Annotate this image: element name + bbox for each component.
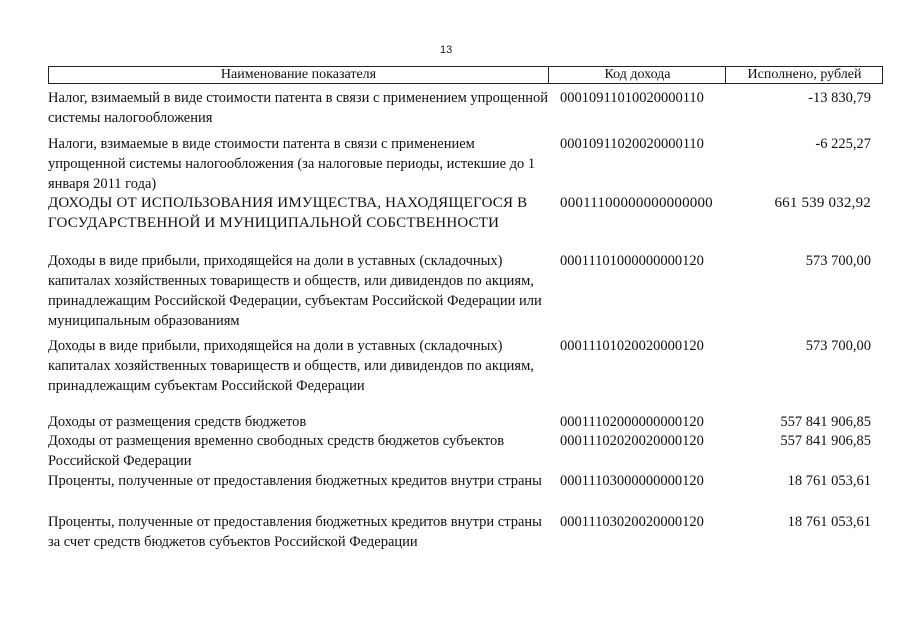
row-name: Налоги, взимаемые в виде стоимости патента в связи с применением упрощенной системы налогообложения (за налоговые периоды, истекшие до 1 января 2011 года) [48,136,536,192]
row-name: Доходы в виде прибыли, приходящейся на доли в уставных (складочных) капиталах хозяйственных товариществ и обществ, или дивидендов по акциям, принадлежащим субъектам Российской Федерации [48,338,534,394]
row-name: Налог, взимаемый в виде стоимости патента в связи с применением упрощенной системы налогообложения [48,90,549,126]
row-value: 18 761 053,61 [787,473,871,489]
row-code: 00011101020020000120 [560,338,704,354]
row-name: Доходы от размещения временно свободных средств бюджетов субъектов Российской Федерации [48,433,505,469]
row-value: 573 700,00 [805,338,871,354]
row-code: 00011102020020000120 [560,433,704,449]
header-code: Код дохода [548,67,726,83]
row-name: Доходы в виде прибыли, приходящейся на доли в уставных (складочных) капиталах хозяйственных товариществ и обществ, или дивидендов по акциям, принадлежащим Российской Федерации, субъектам Российской Федерации или муниципальным образованиям [48,253,542,329]
row-name: Доходы от размещения средств бюджетов [48,414,307,430]
row-value: 18 761 053,61 [787,514,871,530]
table-header [48,66,883,84]
row-name: Проценты, полученные от предоставления бюджетных кредитов внутри страны за счет средств бюджетов субъектов Российской Федерации [48,514,542,550]
row-code: 00011100000000000000 [560,195,713,211]
page-number: 13 [440,44,453,56]
row-value: 573 700,00 [805,253,871,269]
row-code: 00011102000000000120 [560,414,704,430]
row-name: Проценты, полученные от предоставления бюджетных кредитов внутри страны [48,473,542,489]
header-name: Наименование показателя [220,67,377,82]
header-executed: Исполнено, рублей [725,67,883,83]
row-value: -6 225,27 [815,136,871,152]
row-code: 00011103000000000120 [560,473,704,489]
row-code: 00011103020020000120 [560,514,704,530]
row-value: 557 841 906,85 [780,414,871,430]
row-value: -13 830,79 [808,90,871,106]
row-code: 00010911020020000110 [560,136,704,152]
row-value: 661 539 032,92 [774,195,871,211]
row-name: ДОХОДЫ ОТ ИСПОЛЬЗОВАНИЯ ИМУЩЕСТВА, НАХОДЯЩЕГОСЯ В ГОСУДАРСТВЕННОЙ И МУНИЦИПАЛЬНОЙ СОБСТВЕННОСТИ [48,195,528,231]
row-value: 557 841 906,85 [780,433,871,449]
row-code: 00011101000000000120 [560,253,704,269]
row-code: 00010911010020000110 [560,90,704,106]
